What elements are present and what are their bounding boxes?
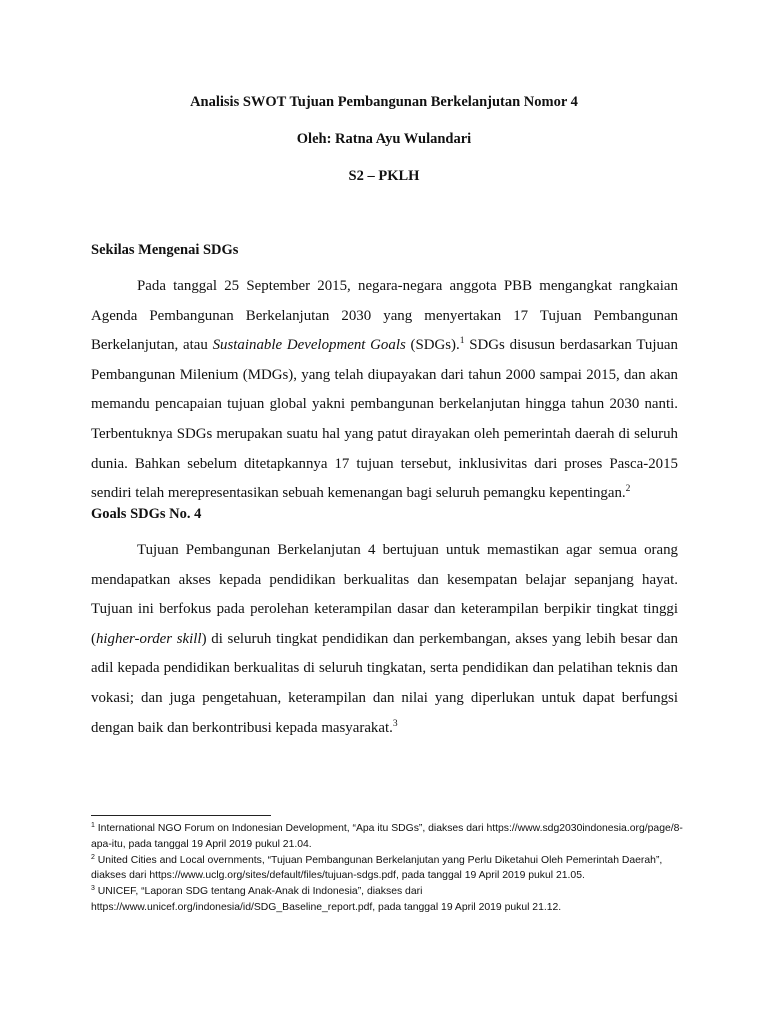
section-heading-goals: Goals SDGs No. 4 bbox=[91, 506, 202, 522]
footnote-text: International NGO Forum on Indonesian Development, “Apa itu SDGs”, diakses dari https://www.sdg2030indonesia.org/page/8-apa-itu, pada tanggal 19 April 2019 pukul 21.04. bbox=[91, 823, 683, 850]
footnotes bbox=[91, 821, 691, 916]
footnote-text: UNICEF, “Laporan SDG tentang Anak-Anak di Indonesia”, diakses dari https://www.unicef.org/indonesia/id/SDG_Baseline_report.pdf, pada tanggal 19 April 2019 pukul 21.12. bbox=[91, 886, 562, 913]
footnote-separator bbox=[91, 815, 271, 816]
paragraph-text: ) di seluruh tingkat pendidikan dan perkembangan, akses yang lebih besar dan adil kepada pendidikan berkualitas di seluruh tingkatan, serta pendidikan dan pelatihan teknis dan vokasi; dan juga pengetahuan, keterampilan dan nilai yang diperlukan untuk dapat berfungsi dengan baik dan berkontribusi kepada masyarakat. bbox=[91, 630, 679, 736]
section-heading-sekilas: Sekilas Mengenai SDGs bbox=[91, 242, 239, 258]
footnote-item bbox=[91, 821, 691, 853]
footnote-ref[interactable]: 1 bbox=[459, 336, 465, 347]
paragraph-text: (SDGs). bbox=[405, 337, 460, 354]
program-line: S2 – PKLH bbox=[348, 168, 420, 184]
footnote-number: 1 bbox=[91, 822, 95, 829]
document-title: Analisis SWOT Tujuan Pembangunan Berkelanjutan Nomor 4 bbox=[190, 94, 578, 110]
footnote-ref[interactable]: 3 bbox=[392, 718, 398, 729]
paragraph-sekilas-sdgs bbox=[91, 272, 678, 509]
paragraph-text: Pada tanggal 25 September 2015, negara-negara anggota PBB mengangkat rangkaian Agenda Pembangunan Berkelanjutan 2030 yang menyertakan 17 Tujuan Pembangunan Berkelanjutan, atau bbox=[91, 278, 678, 354]
paragraph-italic-term: higher-order skill bbox=[95, 630, 202, 647]
paragraph-italic-term: Sustainable Development Goals bbox=[212, 337, 406, 354]
footnote-number: 2 bbox=[91, 853, 95, 861]
paragraph-text: Tujuan Pembangunan Berkelanjutan 4 bertujuan untuk memastikan agar semua orang mendapatkan akses kepada pendidikan berkualitas dan kesempatan belajar sepanjang hayat. Tujuan ini berfokus pada perolehan keterampilan dasar dan keterampilan berpikir tingkat tinggi ( bbox=[91, 542, 678, 647]
paragraph-text: SDGs disusun berdasarkan Tujuan Pembangunan Milenium (MDGs), yang telah diupayakan dari tahun 2000 sampai 2015, dan akan memandu pencapaian tujuan global yakni pembangunan berkelanjutan hingga tahun 2030 nanti. Terbentuknya SDGs merupakan suatu hal yang patut dirayakan oleh pemerintah daerah di seluruh dunia. Bahkan sebelum ditetapkannya 17 tujuan tersebut, inklusivitas dari proses Pasca-2015 sendiri telah merepresentasikan sebuah kemenangan bagi seluruh pemangku kepentingan. bbox=[91, 337, 678, 502]
paragraph-goals-sdgs-4 bbox=[91, 536, 678, 743]
footnote-number: 3 bbox=[91, 885, 95, 893]
author-line: Oleh: Ratna Ayu Wulandari bbox=[296, 131, 472, 147]
footnote-item bbox=[91, 884, 691, 916]
footnote-ref[interactable]: 2 bbox=[625, 484, 631, 495]
footnote-item bbox=[91, 853, 691, 885]
footnote-text: United Cities and Local overnments, “Tujuan Pembangunan Berkelanjutan yang Perlu Diketahui Oleh Pemerintah Daerah”, diakses dari https://www.uclg.org/sites/default/files/tujuan-sdgs.pdf, pada tanggal 19 April 2019 pukul 21.05. bbox=[91, 854, 663, 882]
